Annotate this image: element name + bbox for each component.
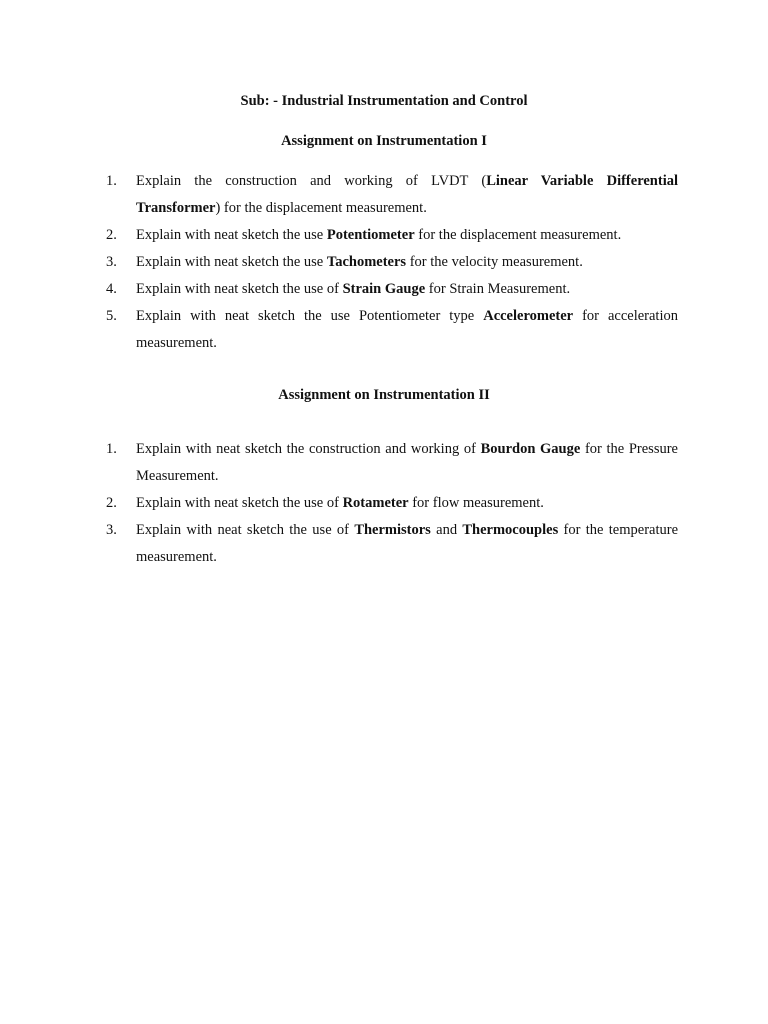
question-text-part: for acceleration measurement.: [136, 308, 678, 351]
question-item: [106, 222, 678, 249]
question-number: 3.: [106, 522, 117, 538]
question-keyword: Accelerometer: [483, 308, 574, 324]
question-item: [106, 303, 678, 357]
question-text-part: for the velocity measurement.: [406, 254, 583, 270]
question-text-part: for Strain Measurement.: [425, 281, 571, 297]
question-keyword: Bourdon Gauge: [480, 441, 581, 457]
question-keyword: Tachometers: [326, 254, 407, 270]
question-number: 2.: [106, 227, 117, 243]
question-text-part: for flow measurement.: [408, 495, 544, 511]
question-text-part: Explain with neat sketch the use of: [136, 495, 343, 511]
question-text-part: Explain with neat sketch the use of: [136, 281, 343, 297]
question-number: 4.: [106, 281, 117, 297]
question-keyword: Strain Gauge: [342, 281, 426, 297]
question-text-part: ) for the displacement measurement.: [215, 200, 427, 216]
question-text-part: for the Pressure Measurement.: [136, 441, 678, 484]
question-item: [106, 436, 678, 490]
section-title-instrumentation-2: Assignment on Instrumentation II: [278, 387, 490, 403]
question-text-part: Explain the construction and working of LVDT (: [136, 173, 487, 189]
question-text-part: Explain with neat sketch the use Potentiometer type: [136, 308, 484, 324]
question-number: 1.: [106, 173, 117, 189]
question-item: [106, 249, 678, 276]
question-number: 3.: [106, 254, 117, 270]
question-text: [136, 227, 621, 243]
question-keyword: Thermistors: [354, 522, 431, 538]
question-text-part: Explain with neat sketch the construction and working of: [136, 441, 481, 457]
question-list-instrumentation-1: [106, 168, 678, 357]
question-text: [136, 254, 583, 270]
question-text: [136, 308, 678, 351]
question-text-part: for the temperature measurement.: [136, 522, 678, 565]
question-text-part: Explain with neat sketch the use: [136, 227, 327, 243]
question-text: [136, 522, 678, 565]
question-item: [106, 276, 678, 303]
question-keyword: Rotameter: [342, 495, 409, 511]
question-number: 1.: [106, 441, 117, 457]
question-text-part: for the displacement measurement.: [414, 227, 622, 243]
subject-title: Sub: - Industrial Instrumentation and Control: [240, 93, 528, 109]
question-item: [106, 517, 678, 571]
question-text: [136, 441, 678, 484]
question-list-instrumentation-2: [106, 436, 678, 571]
question-text-part: and: [430, 522, 463, 538]
question-item: [106, 490, 678, 517]
question-item: [106, 168, 678, 222]
section-title-instrumentation-1: Assignment on Instrumentation I: [281, 133, 487, 149]
question-number: 2.: [106, 495, 117, 511]
question-keyword: Potentiometer: [326, 227, 415, 243]
question-number: 5.: [106, 308, 117, 324]
question-text-part: Explain with neat sketch the use: [136, 254, 327, 270]
question-text: [136, 495, 544, 511]
question-keyword: Linear Variable Differential Transformer: [136, 173, 678, 216]
question-text: [136, 281, 570, 297]
question-keyword: Thermocouples: [462, 522, 559, 538]
question-text: [136, 173, 678, 216]
question-text-part: Explain with neat sketch the use of: [136, 522, 355, 538]
